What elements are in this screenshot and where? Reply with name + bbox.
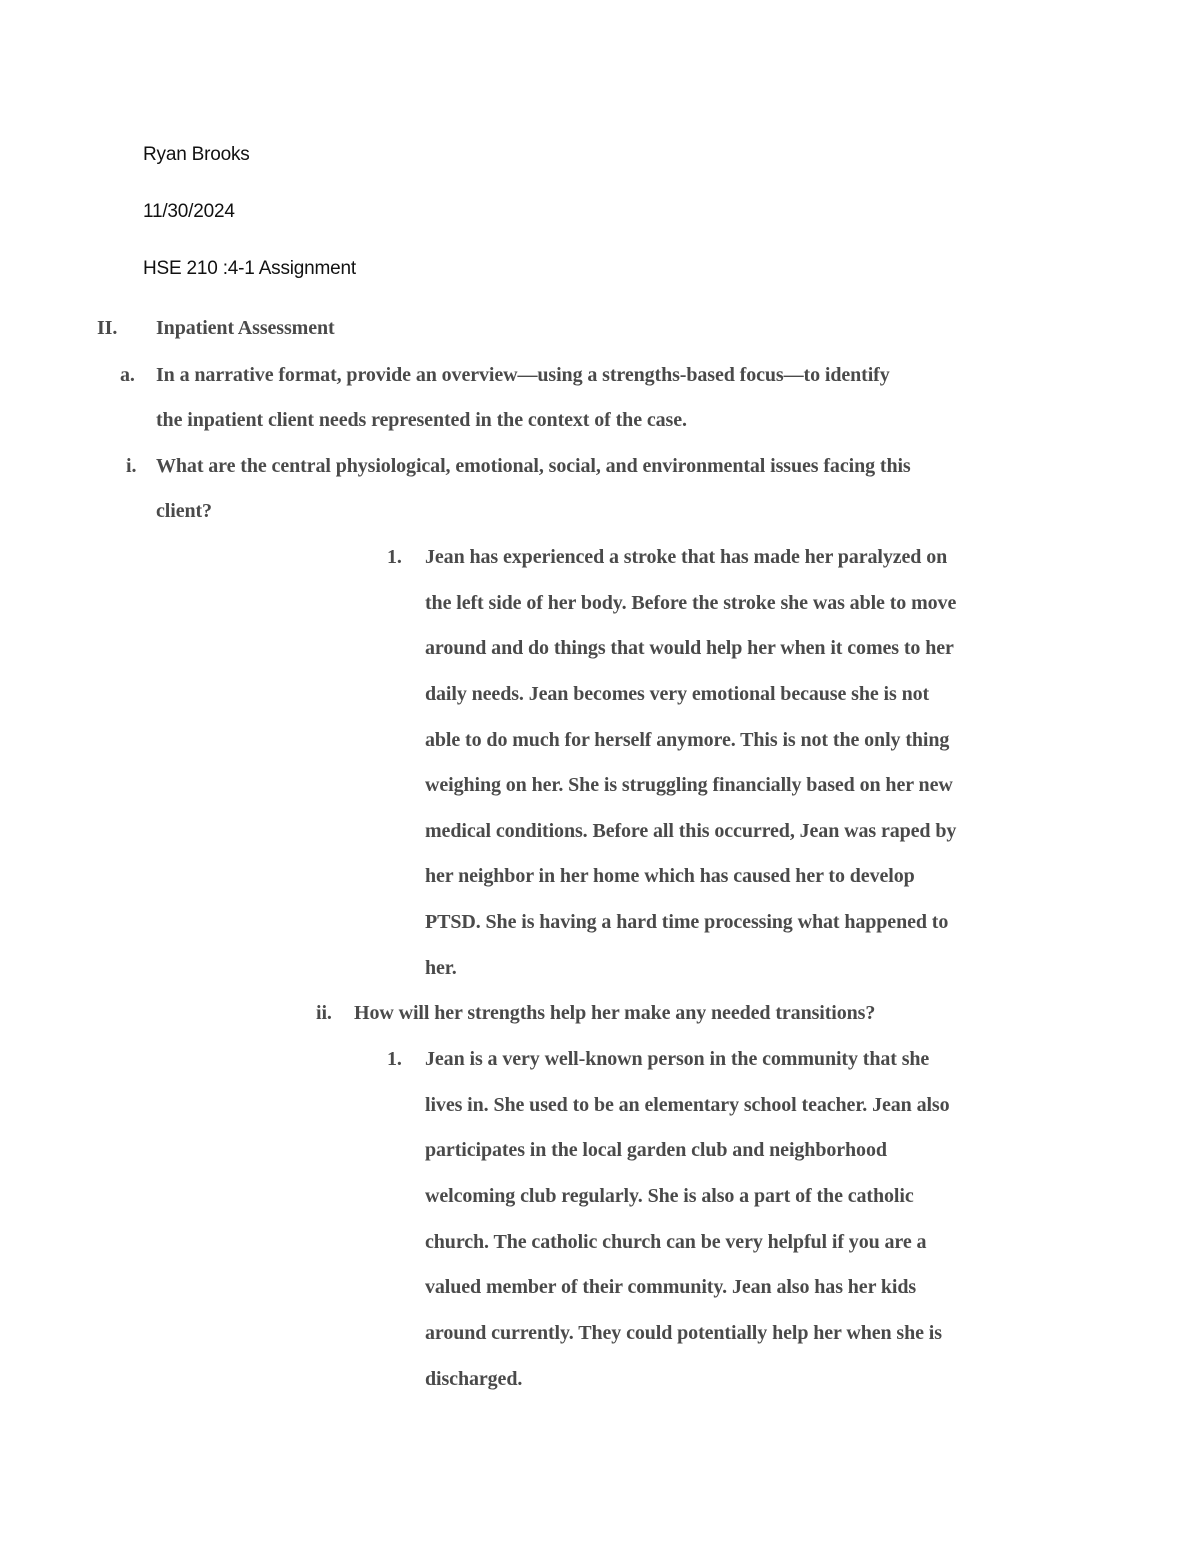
- answer-i-marker: 1.: [387, 546, 402, 568]
- answer-i-line: able to do much for herself anymore. This is not the only thing: [425, 729, 950, 751]
- item-i-marker: i.: [126, 455, 137, 477]
- answer-ii-line: valued member of their community. Jean also has her kids: [425, 1276, 917, 1298]
- answer-i-line: PTSD. She is having a hard time processing what happened to: [425, 911, 949, 933]
- item-i-line: client?: [156, 500, 212, 522]
- item-ii-marker: ii.: [316, 1002, 332, 1024]
- answer-ii-line: welcoming club regularly. She is also a part of the catholic: [425, 1185, 914, 1207]
- course-assignment: HSE 210 :4-1 Assignment: [143, 258, 356, 279]
- answer-ii-marker: 1.: [387, 1048, 402, 1070]
- author-name: Ryan Brooks: [143, 144, 250, 165]
- answer-i-line: daily needs. Jean becomes very emotional because she is not: [425, 683, 930, 705]
- answer-i-line: medical conditions. Before all this occurred, Jean was raped by: [425, 820, 957, 842]
- section-marker: II.: [97, 317, 118, 339]
- answer-ii-line: church. The catholic church can be very helpful if you are a: [425, 1231, 927, 1253]
- answer-i-line: the left side of her body. Before the stroke she was able to move: [425, 592, 957, 614]
- answer-ii-line: discharged.: [425, 1368, 523, 1390]
- answer-i-line: Jean has experienced a stroke that has made her paralyzed on: [425, 546, 948, 568]
- section-title: Inpatient Assessment: [156, 317, 335, 339]
- item-i-line: What are the central physiological, emotional, social, and environmental issues facing this: [156, 455, 911, 477]
- answer-i-line: around and do things that would help her when it comes to her: [425, 637, 954, 659]
- answer-ii-line: participates in the local garden club and neighborhood: [425, 1139, 887, 1161]
- answer-ii-line: Jean is a very well-known person in the community that she: [425, 1048, 930, 1070]
- answer-i-line: her.: [425, 957, 457, 979]
- item-a-line: the inpatient client needs represented in the context of the case.: [156, 409, 687, 431]
- answer-ii-line: around currently. They could potentially help her when she is: [425, 1322, 942, 1344]
- item-ii-text: How will her strengths help her make any needed transitions?: [354, 1002, 876, 1024]
- answer-i-line: weighing on her. She is struggling financially based on her new: [425, 774, 953, 796]
- item-a-line: In a narrative format, provide an overview—using a strengths-based focus—to identify: [156, 364, 890, 386]
- item-a-marker: a.: [120, 364, 135, 386]
- answer-i-line: her neighbor in her home which has caused her to develop: [425, 865, 915, 887]
- answer-ii-line: lives in. She used to be an elementary school teacher. Jean also: [425, 1094, 950, 1116]
- document-date: 11/30/2024: [143, 201, 235, 222]
